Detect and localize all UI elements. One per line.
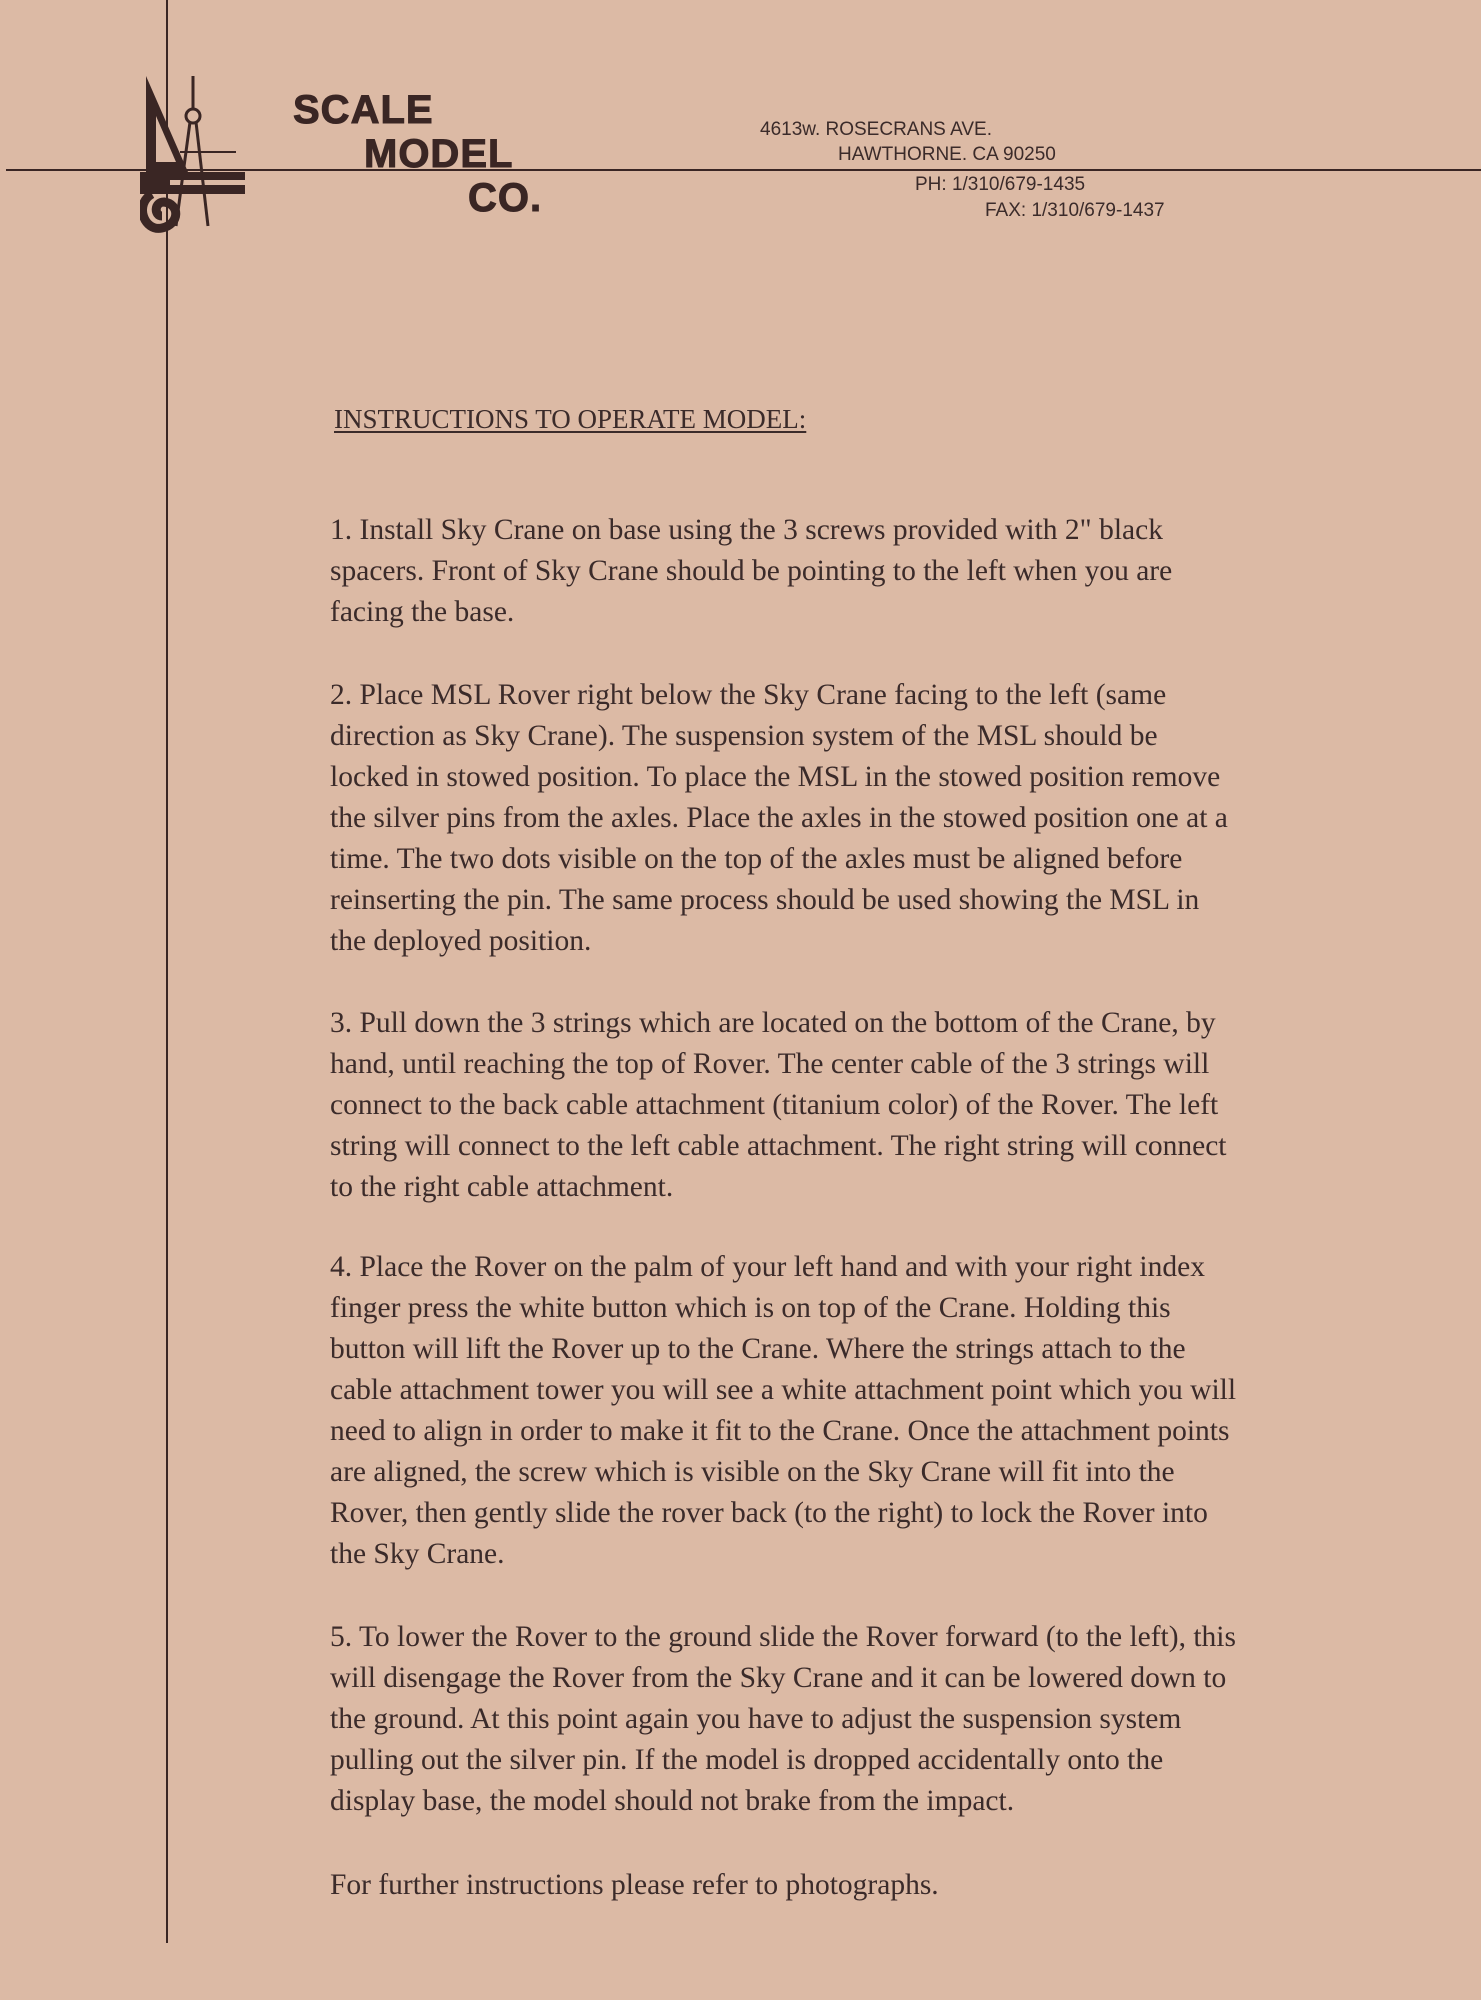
instruction-paragraph [330,1003,1226,1208]
paragraph-line: 4. Place the Rover on the palm of your left hand and with your right index [330,1251,1205,1283]
paragraph-line: need to align in order to make it fit to the Crane. Once the attachment points [330,1415,1230,1447]
paragraph-line: are aligned, the screw which is visible on the Sky Crane will fit into the [330,1456,1175,1488]
address-city: HAWTHORNE. CA 90250 [838,144,1056,165]
instruction-paragraph [330,1865,939,1906]
paragraph-line: display base, the model should not brake from the impact. [330,1785,1015,1817]
paragraph-line: hand, until reaching the top of Rover. The center cable of the 3 strings will [330,1048,1210,1080]
paragraph-line: spacers. Front of Sky Crane should be pointing to the left when you are [330,555,1173,587]
paragraph-line: 5. To lower the Rover to the ground slide the Rover forward (to the left), this [330,1621,1236,1653]
logo-word-scale: SCALE [293,88,434,132]
address-phone: PH: 1/310/679-1435 [915,174,1086,195]
paragraph-line: 3. Pull down the 3 strings which are located on the bottom of the Crane, by [330,1007,1216,1039]
paragraph-line: cable attachment tower you will see a white attachment point which you will [330,1374,1237,1406]
drafting-tools-logo-icon [140,76,260,236]
paragraph-line: 1. Install Sky Crane on base using the 3 screws provided with 2" black [330,514,1163,546]
paragraph-line: direction as Sky Crane). The suspension system of the MSL should be [330,720,1158,752]
instruction-paragraph [330,1247,1236,1575]
paragraph-line: reinserting the pin. The same process should be used showing the MSL in [330,884,1200,916]
paragraph-line: facing the base. [330,596,515,628]
address-fax: FAX: 1/310/679-1437 [985,200,1165,221]
instructions-heading: INSTRUCTIONS TO OPERATE MODEL: [334,404,807,434]
paragraph-line: string will connect to the left cable attachment. The right string will connect [330,1130,1227,1162]
paragraph-line: time. The two dots visible on the top of the axles must be aligned before [330,843,1183,875]
paragraph-line: the silver pins from the axles. Place the axles in the stowed position one at a [330,802,1228,834]
paragraph-line: the deployed position. [330,925,592,957]
logo-word-co: CO. [468,176,543,220]
instruction-paragraph [330,675,1228,962]
paragraph-line: Rover, then gently slide the rover back (to the right) to lock the Rover into [330,1497,1208,1529]
address-street: 4613w. ROSECRANS AVE. [760,119,992,140]
instruction-paragraph [330,510,1172,633]
paragraph-line: button will lift the Rover up to the Crane. Where the strings attach to the [330,1333,1186,1365]
paragraph-line: the Sky Crane. [330,1538,505,1570]
paragraph-line: locked in stowed position. To place the MSL in the stowed position remove [330,761,1221,793]
paragraph-line: to the right cable attachment. [330,1171,674,1203]
paragraph-line: connect to the back cable attachment (titanium color) of the Rover. The left [330,1089,1219,1121]
paragraph-line: the ground. At this point again you have to adjust the suspension system [330,1703,1182,1735]
paragraph-line: will disengage the Rover from the Sky Crane and it can be lowered down to [330,1662,1227,1694]
paragraph-line: 2. Place MSL Rover right below the Sky Crane facing to the left (same [330,679,1167,711]
instruction-paragraph [330,1617,1236,1822]
paragraph-line: finger press the white button which is on top of the Crane. Holding this [330,1292,1171,1324]
paragraph-line: pulling out the silver pin. If the model is dropped accidentally onto the [330,1744,1164,1776]
margin-vertical-rule [166,0,168,1943]
logo-word-model: MODEL [364,132,514,176]
paragraph-line: For further instructions please refer to photographs. [330,1869,939,1901]
